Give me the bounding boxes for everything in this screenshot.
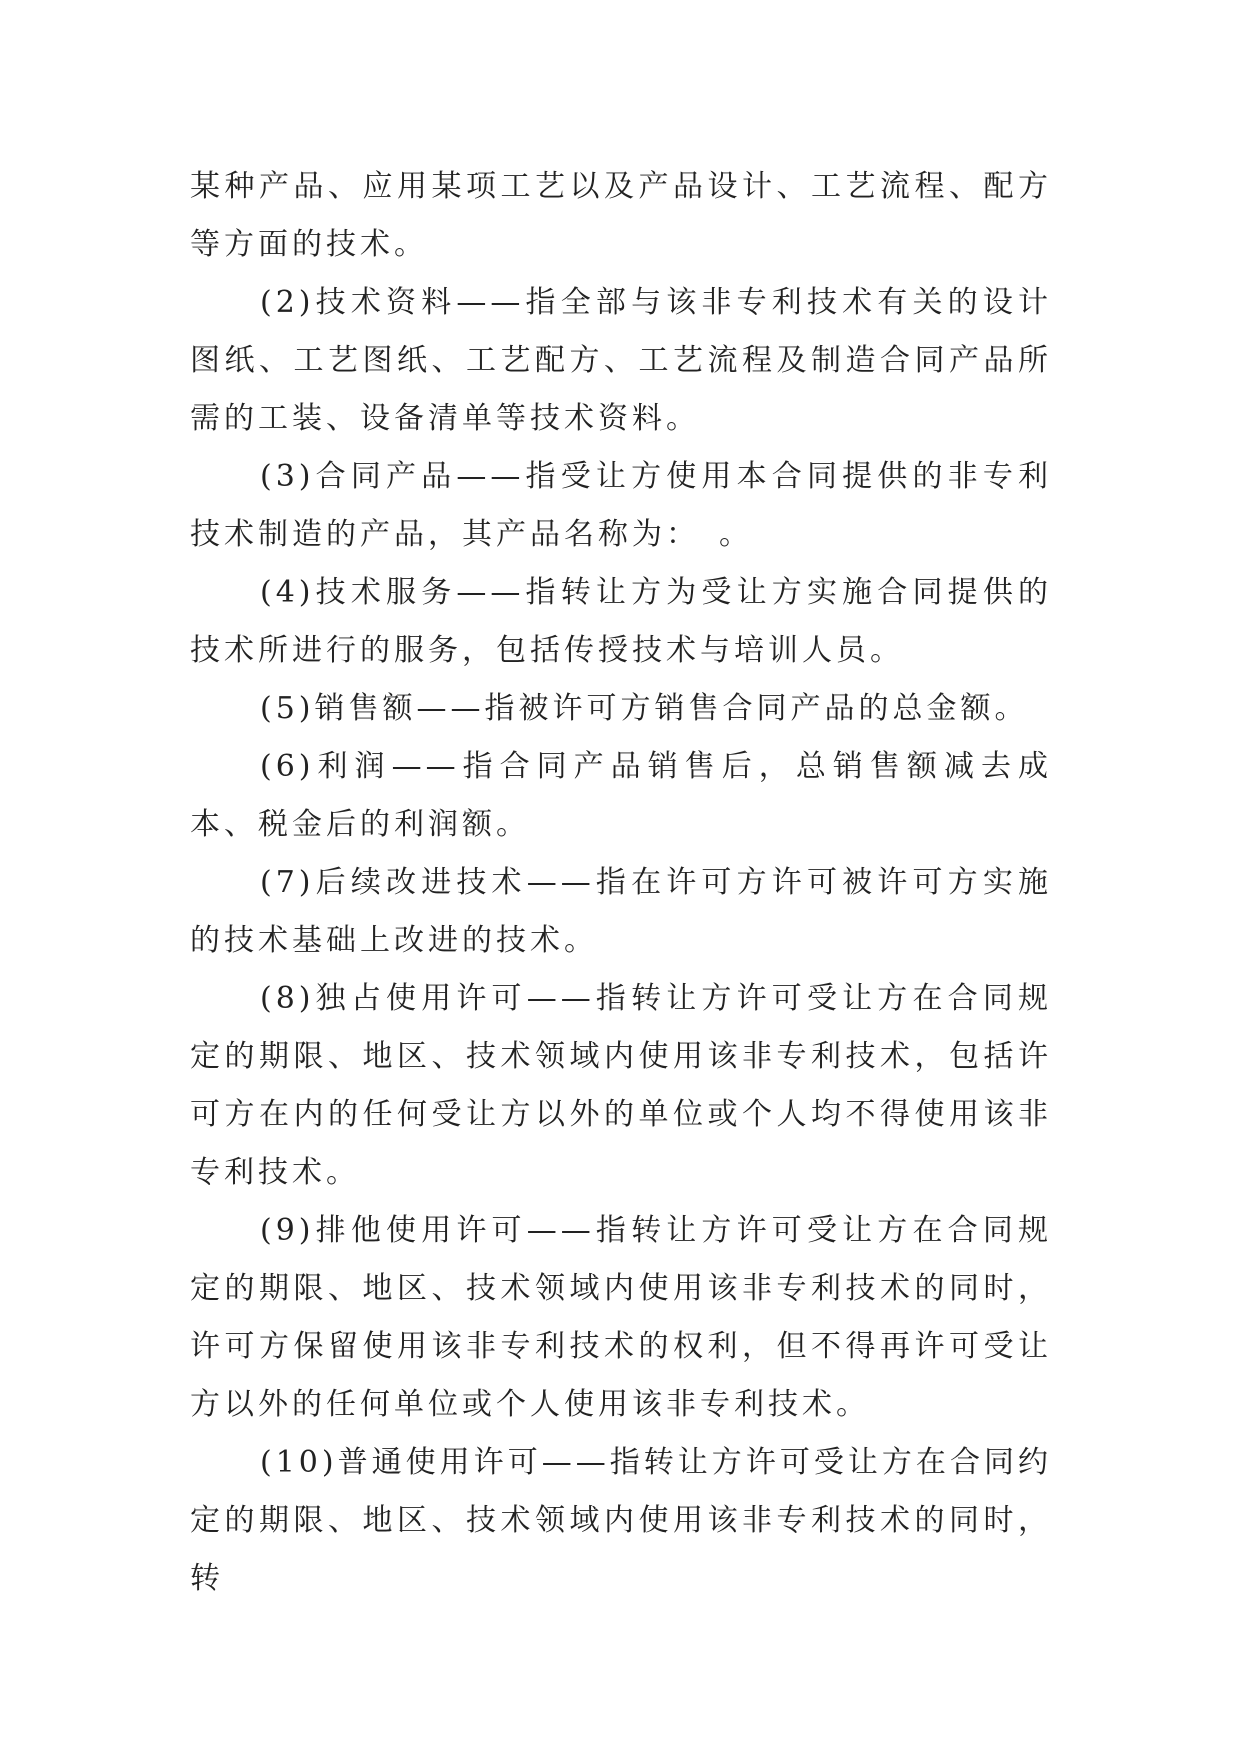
paragraph-contract-products: (3)合同产品——指受让方使用本合同提供的非专利技术制造的产品，其产品名称为： 。 xyxy=(190,459,1052,552)
paragraph-sales-amount: (5)销售额——指被许可方销售合同产品的总金额。 xyxy=(260,691,1029,726)
paragraph-profit: (6)利润——指合同产品销售后，总销售额减去成本、税金后的利润额。 xyxy=(190,749,1052,842)
paragraph-ordinary-license: (10)普通使用许可——指转让方许可受让方在合同约定的期限、地区、技术领域内使用该非专利技术的同时，转 xyxy=(190,1445,1052,1596)
paragraph-technical-services: (4)技术服务——指转让方为受让方实施合同提供的技术所进行的服务，包括传授技术与培训人员。 xyxy=(190,575,1052,668)
document-body xyxy=(190,158,1052,1608)
paragraph-technical-materials: (2)技术资料——指全部与该非专利技术有关的设计图纸、工艺图纸、工艺配方、工艺流程及制造合同产品所需的工装、设备清单等技术资料。 xyxy=(190,285,1052,436)
paragraph-continuation: 某种产品、应用某项工艺以及产品设计、工艺流程、配方等方面的技术。 xyxy=(190,169,1052,262)
paragraph-follow-up-improvements: (7)后续改进技术——指在许可方许可被许可方实施的技术基础上改进的技术。 xyxy=(190,865,1052,958)
paragraph-exclusive-license: (8)独占使用许可——指转让方许可受让方在合同规定的期限、地区、技术领域内使用该非专利技术，包括许可方在内的任何受让方以外的单位或个人均不得使用该非专利技术。 xyxy=(190,981,1052,1190)
paragraph-sole-license: (9)排他使用许可——指转让方许可受让方在合同规定的期限、地区、技术领域内使用该非专利技术的同时，许可方保留使用该非专利技术的权利，但不得再许可受让方以外的任何单位或个人使用该非专利技术。 xyxy=(190,1213,1052,1422)
